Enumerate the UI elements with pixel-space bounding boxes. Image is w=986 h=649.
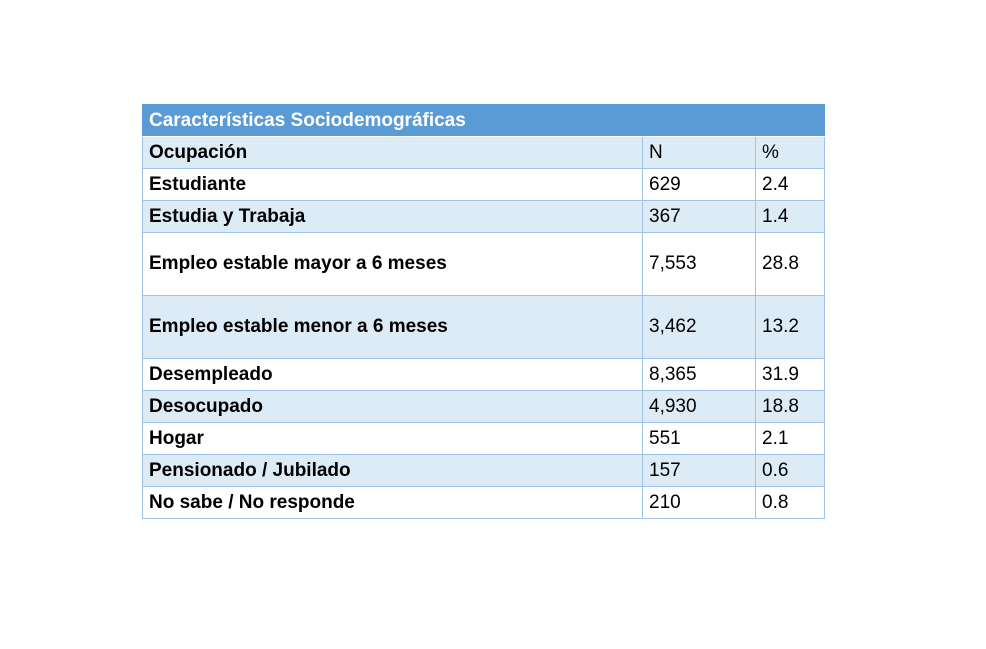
sociodemographic-table-container (142, 104, 824, 519)
row-n: 551 (643, 423, 756, 455)
row-percent: 18.8 (756, 391, 825, 423)
row-label: Estudia y Trabaja (143, 201, 643, 233)
row-n: 3,462 (643, 296, 756, 359)
row-n: 157 (643, 455, 756, 487)
row-percent: 28.8 (756, 233, 825, 296)
row-label: Hogar (143, 423, 643, 455)
header-n: N (643, 137, 756, 169)
row-n: 629 (643, 169, 756, 201)
row-percent: 0.8 (756, 487, 825, 519)
table-row (143, 359, 825, 391)
row-n: 8,365 (643, 359, 756, 391)
row-n: 7,553 (643, 233, 756, 296)
table-row (143, 296, 825, 359)
table-row (143, 201, 825, 233)
row-percent: 31.9 (756, 359, 825, 391)
row-label: Desocupado (143, 391, 643, 423)
sociodemographic-table (142, 104, 825, 519)
table-header-row (143, 137, 825, 169)
table-row (143, 391, 825, 423)
table-title-row (143, 105, 825, 137)
row-percent: 13.2 (756, 296, 825, 359)
row-label: No sabe / No responde (143, 487, 643, 519)
row-label: Estudiante (143, 169, 643, 201)
header-occupation: Ocupación (143, 137, 643, 169)
row-n: 210 (643, 487, 756, 519)
table-row (143, 455, 825, 487)
row-percent: 2.4 (756, 169, 825, 201)
table-row (143, 423, 825, 455)
row-label: Desempleado (143, 359, 643, 391)
row-label: Pensionado / Jubilado (143, 455, 643, 487)
row-percent: 2.1 (756, 423, 825, 455)
table-row (143, 233, 825, 296)
row-n: 367 (643, 201, 756, 233)
row-label: Empleo estable menor a 6 meses (143, 296, 643, 359)
row-label: Empleo estable mayor a 6 meses (143, 233, 643, 296)
table-row (143, 169, 825, 201)
table-title: Características Sociodemográficas (143, 105, 825, 137)
row-percent: 0.6 (756, 455, 825, 487)
header-percent: % (756, 137, 825, 169)
table-row (143, 487, 825, 519)
row-n: 4,930 (643, 391, 756, 423)
row-percent: 1.4 (756, 201, 825, 233)
